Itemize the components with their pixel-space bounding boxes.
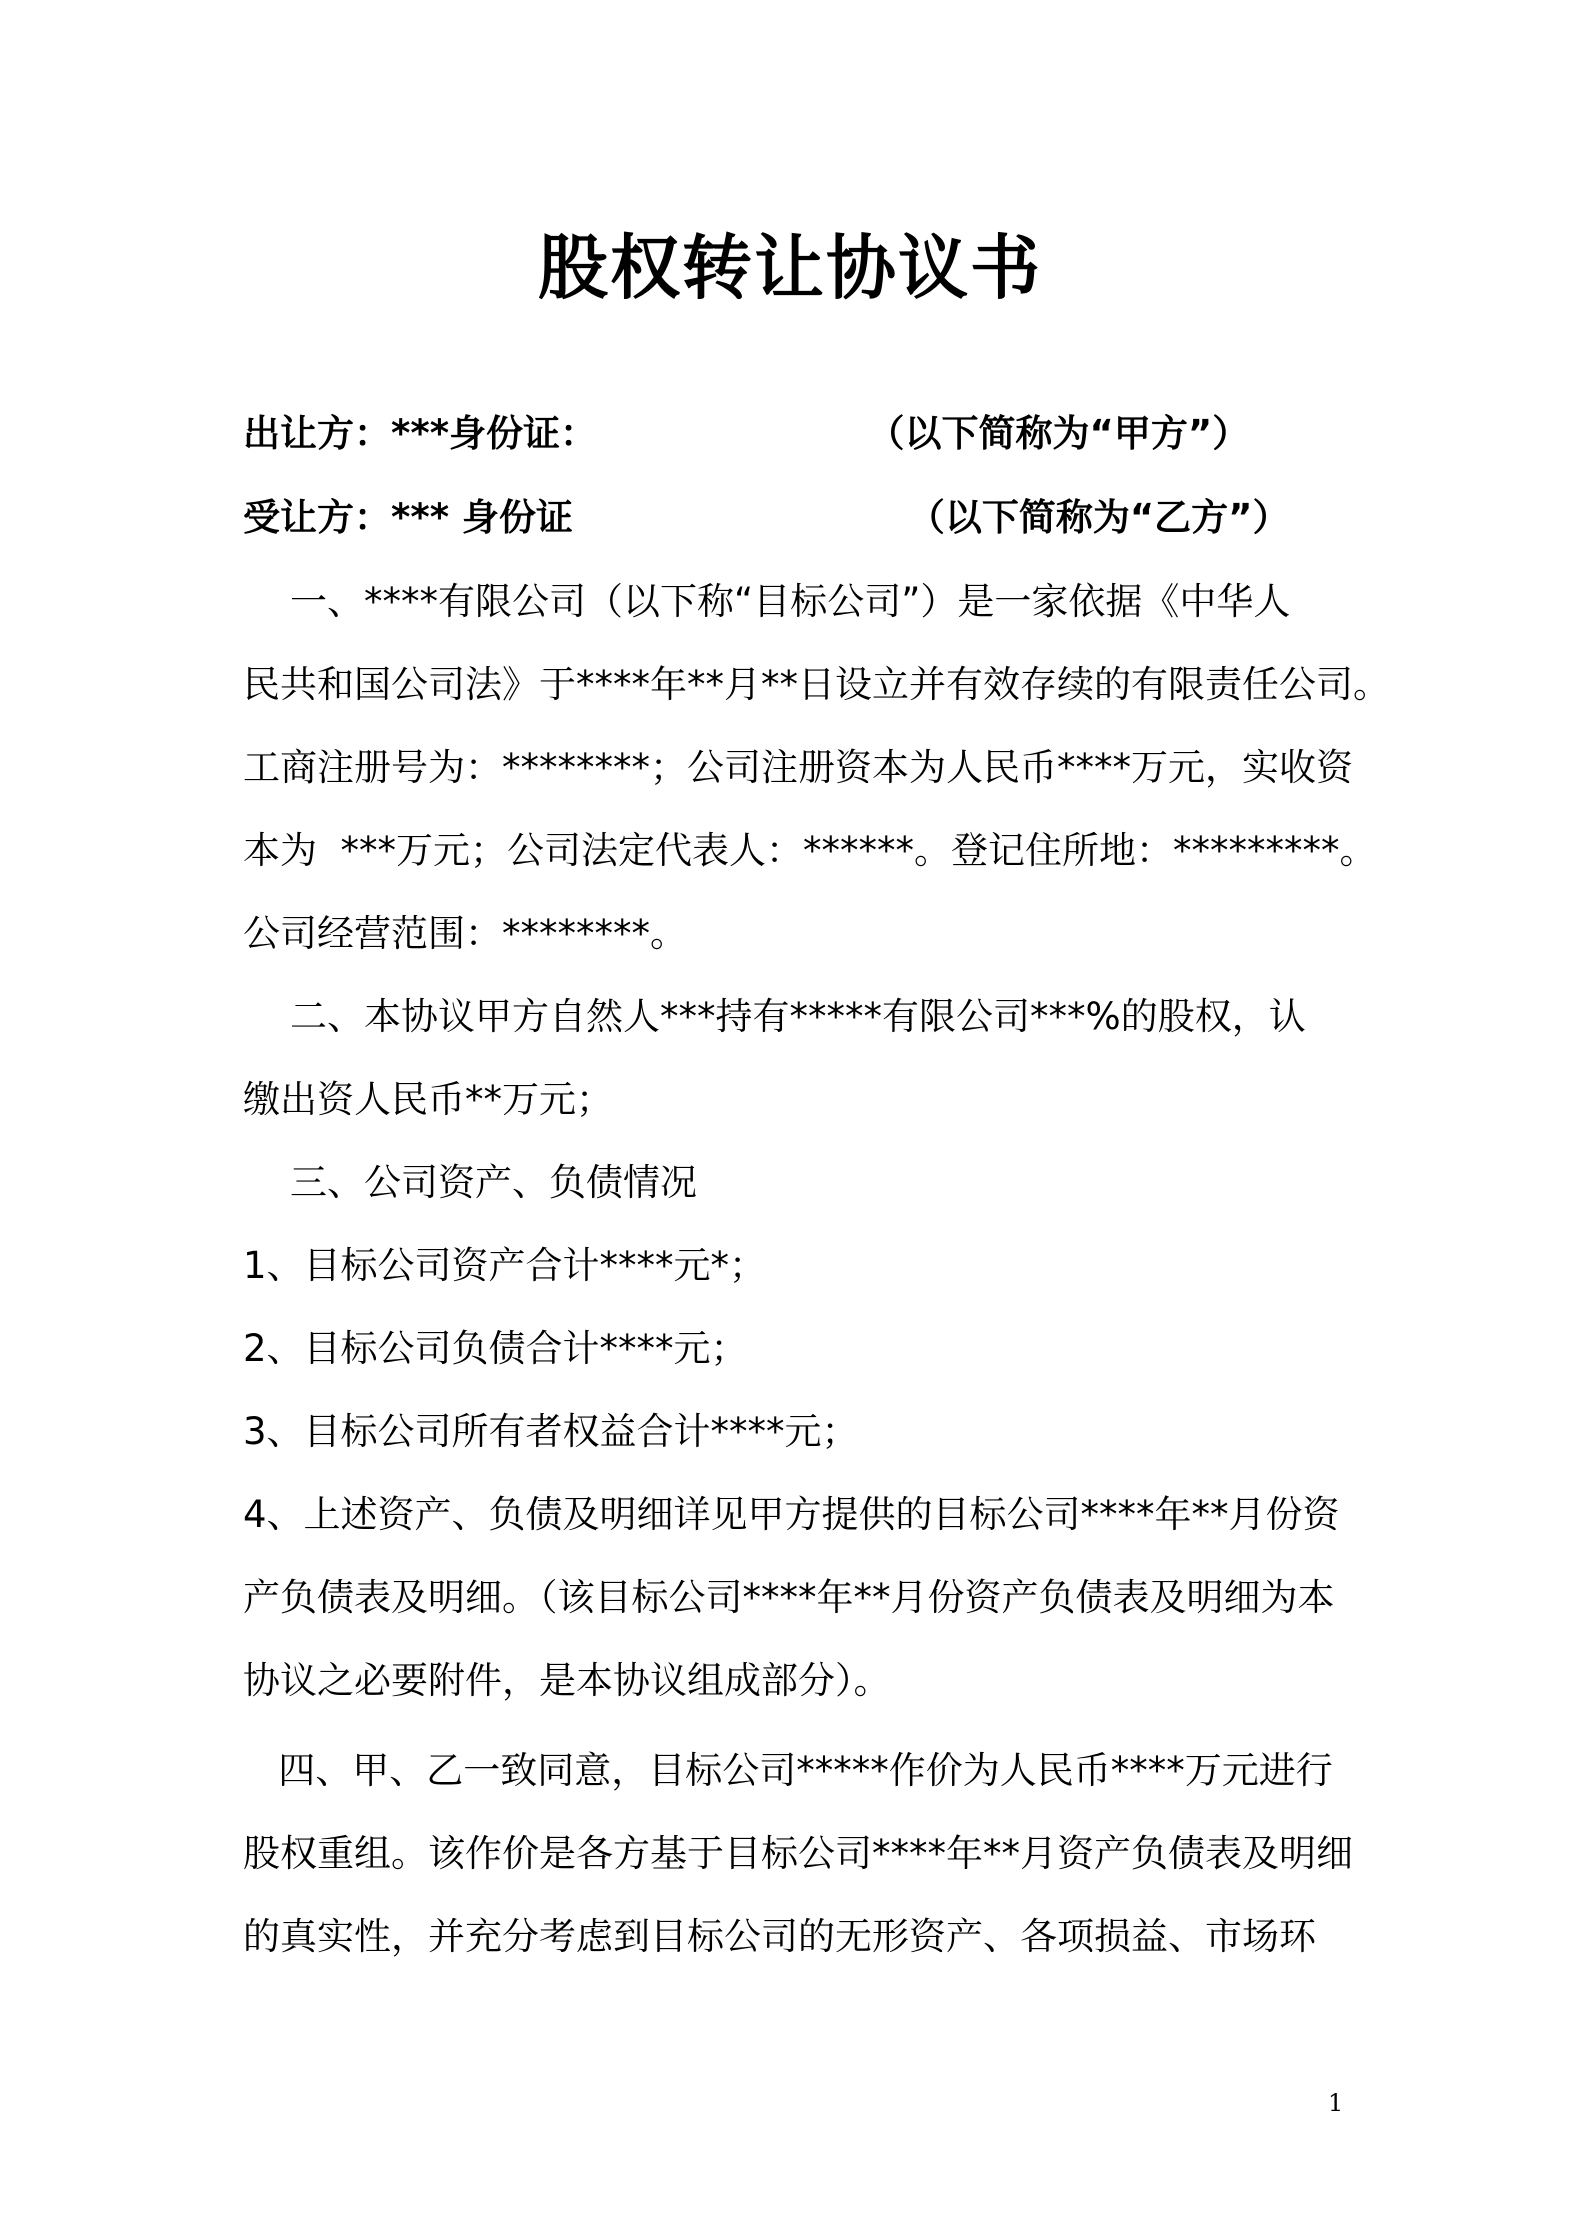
body-line: 一、****有限公司（以下称“目标公司”）是一家依据《中华人 [243,580,1291,623]
body-line: 公司经营范围：********。 [243,912,687,955]
transferee-line: 受让方：*** 身份证 （以下简称为“乙方”） [243,496,1290,539]
body-line: 工商注册号为：********；公司注册资本为人民币****万元，实收资 [243,746,1353,789]
body-line: 缴出资人民币**万元； [243,1078,613,1121]
document-title: 股权转让协议书 [538,227,1042,309]
body-line: 产负债表及明细。（该目标公司****年**月份资产负债表及明细为本 [243,1576,1335,1619]
list-item: 3、目标公司所有者权益合计****元； [243,1410,859,1453]
section-heading: 三、公司资产、负债情况 [243,1161,698,1204]
body-line: 的真实性，并充分考虑到目标公司的无形资产、各项损益、市场环 [243,1915,1316,1958]
list-item: 4、上述资产、负债及明细详见甲方提供的目标公司****年**月份资 [243,1493,1340,1536]
body-line: 四、甲、乙一致同意，目标公司*****作价为人民币****万元进行 [243,1749,1333,1792]
list-item: 1、目标公司资产合计****元*； [243,1244,767,1287]
body-line: 民共和国公司法》于****年**月**日设立并有效存续的有限责任公司。 [243,663,1390,706]
transferor-line: 出让方：***身份证： （以下简称为“甲方”） [243,412,1250,455]
body-line: 二、本协议甲方自然人***持有*****有限公司***%的股权，认 [243,995,1306,1038]
body-line: 股权重组。该作价是各方基于目标公司****年**月资产负债表及明细 [243,1832,1353,1875]
body-line: 本为 ***万元；公司法定代表人：******。登记住所地：*********。 [243,829,1377,872]
body-line: 协议之必要附件，是本协议组成部分）。 [243,1659,891,1702]
page-number: 1 [1328,2089,1344,2117]
list-item: 2、目标公司负债合计****元； [243,1327,748,1370]
